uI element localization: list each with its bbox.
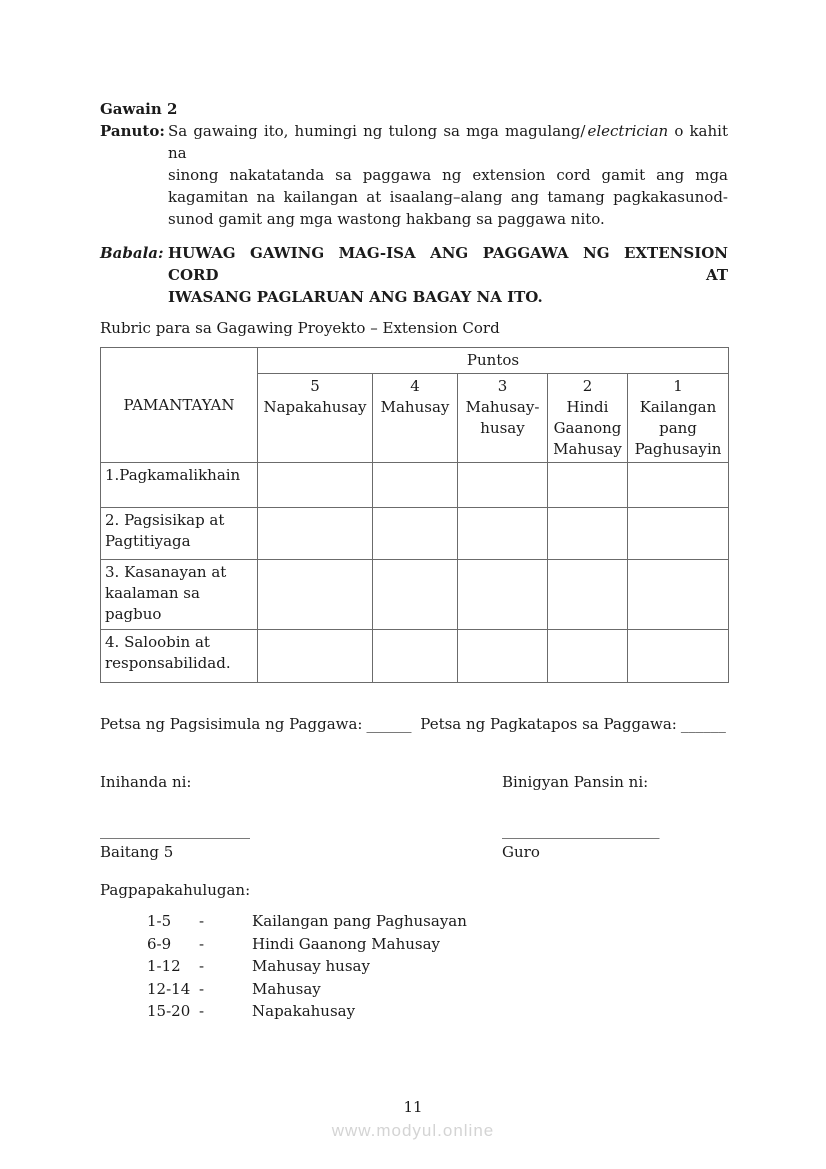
signature-roles-row: [100, 841, 728, 863]
rubric-row-3: [101, 560, 729, 630]
rubric-level-2-score: 2: [582, 377, 593, 395]
rubric-level-1-label: Kailangan pang Paghusayin: [634, 398, 722, 458]
date-end-label: Petsa ng Pagkatapos sa Paggawa:: [420, 715, 677, 733]
rubric-level-5-label: Napakahusay: [263, 398, 367, 416]
page-content: [100, 98, 728, 1023]
page-number: 11: [403, 1098, 423, 1116]
babala-paragraph: [100, 242, 728, 308]
rubric-level-2-label: Hindi Gaanong Mahusay: [553, 398, 622, 458]
rubric-row-2: [101, 508, 729, 560]
legend-dash: -: [199, 979, 205, 998]
legend-item: [100, 978, 728, 1001]
role-guro: Guro: [502, 843, 540, 861]
rubric-level-3-score: 3: [497, 377, 508, 395]
signature-line-right: _____________________: [502, 821, 660, 839]
rubric-score-cell: [458, 463, 548, 508]
panuto-line1-pre: Sa gawaing ito, humingi ng tulong sa mga magulang/: [168, 122, 586, 140]
rubric-score-cell: [458, 630, 548, 683]
legend-range: 15-20: [147, 1002, 191, 1020]
rubric-score-cell: [548, 630, 628, 683]
rubric-table: [100, 347, 729, 683]
panuto-line-1: [168, 120, 728, 164]
legend-item: [100, 933, 728, 956]
panuto-text: [168, 120, 728, 230]
rubric-level-4: [373, 374, 458, 463]
rubric-row-1: [101, 463, 729, 508]
rubric-row-1-label: 1.Pagkamalikhain: [101, 463, 258, 508]
legend-item: [100, 910, 728, 933]
legend-range: 6-9: [147, 934, 172, 953]
rubric-level-4-label: Mahusay: [380, 398, 450, 416]
legend-dash: -: [199, 957, 205, 975]
panuto-line-3: kagamitan na kailangan at isaalang–alang ang tamang pagkakasunod-: [168, 188, 728, 206]
legend-range: 12-14: [147, 979, 191, 998]
legend-dash: -: [199, 934, 205, 953]
rubric-score-cell: [373, 560, 458, 630]
date-start-label: Petsa ng Pagsisimula ng Paggawa:: [100, 715, 363, 733]
rubric-row-3-label: 3. Kasanayan at kaalaman sa pagbuo: [101, 560, 258, 630]
rubric-caption: Rubric para sa Gagawing Proyekto – Extension Cord: [100, 319, 500, 337]
role-baitang: Baitang 5: [100, 843, 174, 861]
noted-by-label: Binigyan Pansin ni:: [502, 773, 649, 791]
legend-meaning: Hindi Gaanong Mahusay: [252, 934, 441, 953]
rubric-score-cell: [258, 463, 373, 508]
rubric-score-cell: [458, 560, 548, 630]
legend-meaning: Kailangan pang Paghusayan: [252, 912, 467, 930]
rubric-level-4-score: 4: [410, 377, 420, 395]
rubric-score-cell: [258, 630, 373, 683]
rubric-score-cell: [628, 463, 729, 508]
legend-meaning: Napakahusay: [252, 1002, 356, 1020]
rubric-level-2: [548, 374, 628, 463]
rubric-level-1-score: 1: [673, 377, 683, 395]
babala-line-1: HUWAG GAWING MAG-ISA ANG PAGGAWA NG EXTENSION CORD AT: [168, 244, 728, 284]
rubric-score-cell: [373, 508, 458, 560]
legend-range: 1-12: [147, 957, 181, 975]
dates-line: [100, 713, 728, 735]
rubric-score-cell: [373, 463, 458, 508]
rubric-score-cell: [628, 630, 729, 683]
legend-meaning: Mahusay: [252, 979, 321, 998]
signature-labels-row: [100, 771, 728, 793]
legend-list: [100, 910, 728, 1023]
rubric-level-3: [458, 374, 548, 463]
rubric-level-3-label: Mahusay-husay: [465, 398, 540, 437]
legend-title: Pagpapakahulugan:: [100, 881, 251, 899]
rubric-level-5-score: 5: [310, 377, 320, 395]
legend-item: [100, 955, 728, 978]
rubric-row-4: [101, 630, 729, 683]
signature-lines-row: [100, 819, 728, 841]
rubric-score-cell: [548, 508, 628, 560]
rubric-score-cell: [258, 560, 373, 630]
date-start-blank: ______: [366, 715, 412, 733]
rubric-score-cell: [628, 508, 729, 560]
rubric-score-cell: [628, 560, 729, 630]
panuto-label: Panuto:: [100, 122, 165, 140]
legend-dash: -: [199, 912, 205, 930]
legend-item: [100, 1000, 728, 1023]
babala-label: Babala:: [100, 244, 164, 262]
date-end-blank: ______: [680, 715, 726, 733]
rubric-row-2-label: 2. Pagsisikap at Pagtitiyaga: [101, 508, 258, 560]
rubric-score-cell: [548, 463, 628, 508]
rubric-score-cell: [258, 508, 373, 560]
rubric-score-cell: [548, 560, 628, 630]
rubric-score-cell: [373, 630, 458, 683]
legend-dash: -: [199, 1002, 205, 1020]
legend-meaning: Mahusay husay: [252, 957, 370, 975]
panuto-line1-post: o kahit na: [168, 122, 728, 162]
prepared-by-label: Inihanda ni:: [100, 773, 192, 791]
panuto-line-4: sunod gamit ang mga wastong hakbang sa paggawa nito.: [168, 210, 605, 228]
rubric-points-header: Puntos: [258, 348, 729, 374]
babala-line-2: IWASANG PAGLARUAN ANG BAGAY NA ITO.: [168, 288, 543, 306]
panuto-paragraph: [100, 120, 728, 230]
rubric-score-cell: [458, 508, 548, 560]
watermark: www.modyul.online: [331, 1121, 495, 1140]
rubric-criteria-header: PAMANTAYAN: [101, 348, 258, 463]
rubric-level-1: [628, 374, 729, 463]
signature-line-left: ____________________: [100, 821, 250, 839]
panuto-line-2: sinong nakatatanda sa paggawa ng extension cord gamit ang mga: [168, 166, 728, 184]
activity-title: Gawain 2: [100, 100, 178, 118]
legend-range: 1-5: [147, 912, 172, 930]
rubric-level-5: [258, 374, 373, 463]
rubric-row-4-label: 4. Saloobin at responsabilidad.: [101, 630, 258, 683]
panuto-line1-italic: electrician: [587, 122, 669, 140]
babala-text: [168, 242, 728, 308]
